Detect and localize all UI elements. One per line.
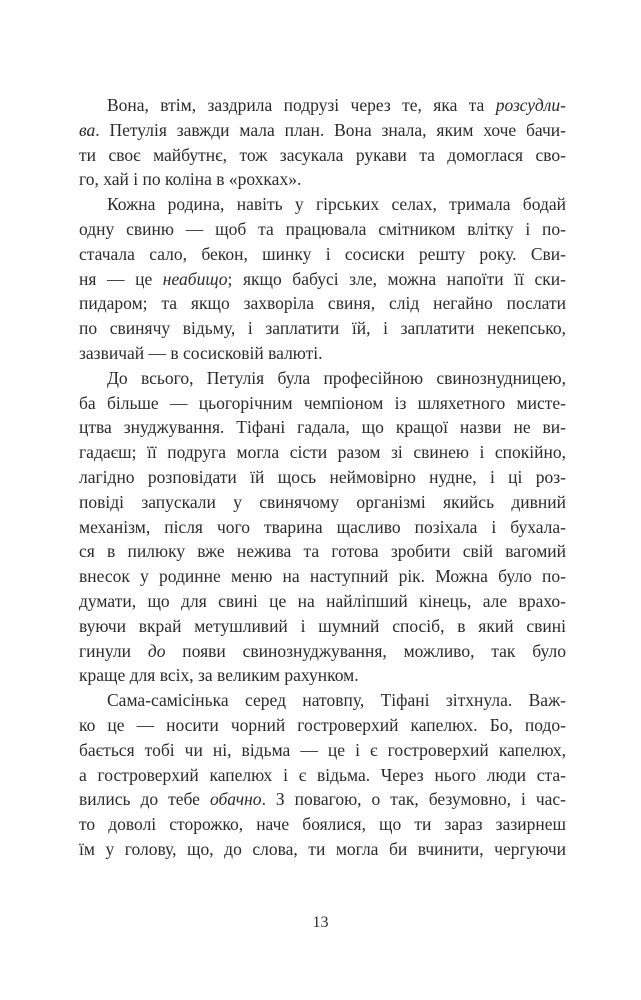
text-segment: пидаром; та якщо захворіла свиня, слід негайно послати bbox=[79, 293, 566, 314]
text-line bbox=[79, 688, 566, 713]
text-line bbox=[79, 763, 566, 788]
text-line bbox=[79, 391, 566, 416]
text-segment: гадаєш; її подруга могла сісти разом зі свинею і спокійно, bbox=[79, 442, 566, 463]
text-line bbox=[79, 192, 566, 217]
text-line bbox=[79, 614, 566, 639]
text-line bbox=[79, 217, 566, 242]
page-body-text bbox=[79, 93, 566, 862]
text-line bbox=[79, 167, 566, 192]
text-line bbox=[79, 93, 566, 118]
text-line bbox=[79, 564, 566, 589]
text-segment: . З повагою, о так, безумовно, і час- bbox=[261, 789, 567, 810]
text-segment: по свинячу відьму, і заплатити їй, і заплатити некепсько, bbox=[79, 318, 566, 339]
text-segment: Сама-самісінька серед натовпу, Тіфані зітхнула. Важ- bbox=[107, 690, 566, 711]
text-line bbox=[79, 118, 566, 143]
text-segment: го, хай і по коліна в «рохках». bbox=[79, 169, 302, 190]
text-segment: До всього, Петулія була професійною свинознудницею, bbox=[107, 367, 566, 388]
text-segment: ко це — носити чорний гостроверхий капелюх. Бо, подо- bbox=[79, 714, 566, 735]
italic-text: розсудли- bbox=[495, 95, 566, 115]
text-line bbox=[79, 242, 566, 267]
text-segment: Вона, втім, заздрила подрузі через те, яка та bbox=[107, 95, 496, 115]
text-line bbox=[79, 639, 566, 664]
text-line bbox=[79, 415, 566, 440]
paragraph bbox=[79, 93, 566, 192]
paragraph bbox=[79, 192, 566, 366]
page-number: 13 bbox=[312, 914, 329, 931]
text-line bbox=[79, 812, 566, 837]
italic-text: неабищо bbox=[162, 268, 228, 289]
text-segment: то доволі сторожко, наче боялися, що ти зараз зазирнеш bbox=[79, 814, 566, 835]
text-segment: появи свинознуджування, можливо, так було bbox=[165, 640, 566, 661]
text-segment: ; якщо бабусі зле, можна напоїти її ски- bbox=[227, 268, 566, 289]
text-line bbox=[79, 291, 566, 316]
text-segment: вились до тебе bbox=[79, 789, 210, 810]
text-line bbox=[79, 490, 566, 515]
text-line bbox=[79, 143, 566, 168]
text-line bbox=[79, 837, 566, 862]
text-segment: повіді запускали у свинячому організмі якийсь дивний bbox=[79, 491, 566, 512]
text-line bbox=[79, 316, 566, 341]
text-segment: зазвичай — в сосисковій валюті. bbox=[79, 342, 323, 363]
text-segment: ти своє майбутнє, тож засукала рукави та домоглася сво- bbox=[79, 144, 566, 165]
text-line bbox=[79, 440, 566, 465]
text-segment: стачала сало, бекон, шинку і сосиски решту року. Сви- bbox=[79, 243, 566, 264]
text-line bbox=[79, 267, 566, 292]
text-segment: лагідно розповідати їй щось неймовірно нудне, і ці роз- bbox=[79, 466, 566, 487]
text-segment: а гостроверхий капелюх і є відьма. Через нього люди ста- bbox=[79, 764, 566, 785]
text-segment: вуючи вкрай метушливий і шумний спосіб, в який свині bbox=[79, 615, 566, 636]
text-line bbox=[79, 738, 566, 763]
text-segment: краще для всіх, за великим рахунком. bbox=[79, 665, 359, 686]
text-segment: ся в пилюку вже нежива та готова зробити свій вагомий bbox=[79, 541, 566, 562]
text-segment: одну свиню — щоб та працювала смітником влітку і по- bbox=[79, 218, 566, 239]
text-line bbox=[79, 465, 566, 490]
text-line bbox=[79, 515, 566, 540]
text-line bbox=[79, 539, 566, 564]
text-line bbox=[79, 366, 566, 391]
text-line bbox=[79, 589, 566, 614]
text-segment: думати, що для свині це на найліпший кінець, але врахо- bbox=[79, 590, 566, 611]
text-segment: ня — це bbox=[79, 268, 163, 289]
text-segment: . Петулія завжди мала план. Вона знала, яким хоче бачи- bbox=[95, 119, 566, 140]
text-line bbox=[79, 713, 566, 738]
text-segment: їм у голову, що, до слова, ти могла би вчинити, чергуючи bbox=[79, 838, 566, 859]
italic-text: до bbox=[147, 640, 166, 661]
text-line bbox=[79, 663, 566, 688]
text-segment: ба більше — цьогорічним чемпіоном із шляхетного мисте- bbox=[79, 392, 566, 413]
italic-text: обачно bbox=[209, 789, 262, 810]
text-segment: внесок у родинне меню на наступний рік. Можна було по- bbox=[79, 566, 566, 587]
text-segment: цтва знуджування. Тіфані гадала, що кращої назви не ви- bbox=[79, 417, 566, 438]
italic-text: ва bbox=[79, 119, 96, 140]
text-segment: гинули bbox=[79, 640, 148, 661]
text-line bbox=[79, 341, 566, 366]
text-segment: Кожна родина, навіть у гірських селах, тримала бодай bbox=[107, 194, 566, 215]
text-segment: бається тобі чи ні, відьма — це і є гостроверхий капелюх, bbox=[79, 739, 566, 760]
text-line bbox=[79, 787, 566, 812]
paragraph bbox=[79, 366, 566, 688]
text-segment: механізм, після чого тварина щасливо позіхала і бухала- bbox=[79, 516, 566, 537]
paragraph bbox=[79, 688, 566, 862]
